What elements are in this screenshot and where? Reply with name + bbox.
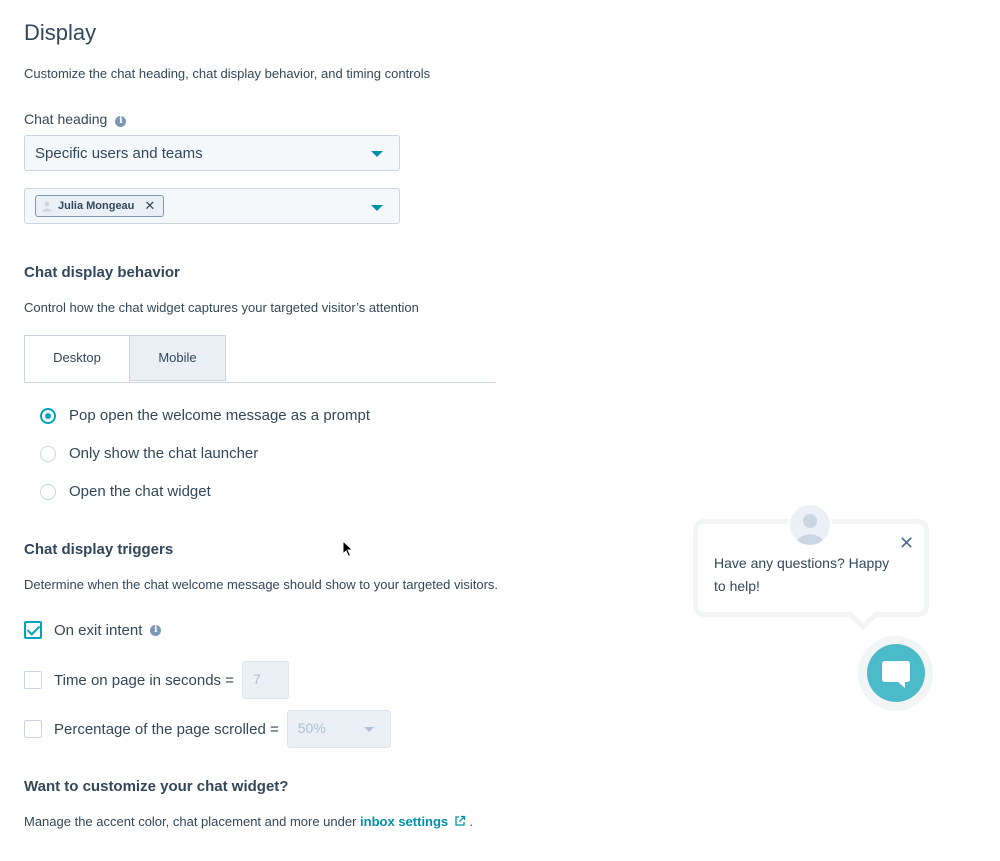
- page-description: Customize the chat heading, chat display behavior, and timing controls: [24, 66, 431, 81]
- radio-button[interactable]: [40, 446, 56, 462]
- customize-title: Want to customize your chat widget?: [24, 778, 289, 795]
- radio-option-open-widget[interactable]: [40, 483, 211, 500]
- remove-tag-icon[interactable]: ✕: [144, 198, 156, 213]
- chevron-down-icon: [371, 205, 383, 211]
- user-icon: [42, 201, 52, 212]
- time-on-page-checkbox[interactable]: [24, 671, 42, 689]
- behavior-description: Control how the chat widget captures your targeted visitor’s attention: [24, 300, 419, 315]
- scrolled-select[interactable]: [287, 710, 391, 748]
- radio-button[interactable]: [40, 484, 56, 500]
- info-icon[interactable]: i: [115, 116, 126, 127]
- chat-heading-select[interactable]: [24, 135, 400, 171]
- scrolled-checkbox[interactable]: [24, 720, 42, 738]
- agent-avatar: [788, 503, 832, 547]
- mouse-cursor-icon: [342, 540, 354, 558]
- chevron-down-icon: [371, 151, 383, 157]
- exit-intent-label: On exit intent: [54, 621, 143, 639]
- user-team-select[interactable]: [24, 188, 400, 224]
- user-avatar-icon: [790, 505, 830, 545]
- user-tag: [35, 195, 164, 217]
- tab-desktop[interactable]: Desktop: [24, 335, 130, 382]
- tab-mobile[interactable]: Mobile: [129, 335, 226, 381]
- scrolled-label: Percentage of the page scrolled =: [54, 720, 279, 738]
- time-on-page-label: Time on page in seconds =: [54, 671, 234, 689]
- close-icon[interactable]: ✕: [899, 533, 915, 553]
- radio-label: Only show the chat launcher: [69, 445, 259, 462]
- exit-intent-row[interactable]: [24, 621, 161, 639]
- radio-label: Pop open the welcome message as a prompt: [69, 407, 371, 424]
- exit-intent-checkbox[interactable]: [24, 621, 42, 639]
- scrolled-select-value: 50%: [297, 720, 326, 736]
- chevron-down-icon: [364, 727, 374, 732]
- chat-launcher-button[interactable]: [867, 644, 925, 702]
- radio-option-launcher[interactable]: [40, 445, 258, 462]
- radio-label: Open the chat widget: [69, 483, 211, 500]
- time-on-page-row[interactable]: [24, 661, 289, 699]
- device-tabs: [24, 335, 496, 383]
- customize-text-before: Manage the accent color, chat placement and more under: [24, 814, 361, 829]
- chat-bubble-icon: [867, 644, 925, 702]
- radio-button[interactable]: [40, 408, 56, 424]
- welcome-message-text: Have any questions? Happy to help!: [714, 555, 890, 594]
- triggers-title: Chat display triggers: [24, 541, 174, 558]
- chat-heading-select-value: Specific users and teams: [35, 145, 203, 162]
- chat-heading-label-row: [24, 111, 126, 127]
- triggers-description: Determine when the chat welcome message should show to your targeted visitors.: [24, 577, 499, 592]
- customize-text: [24, 814, 473, 829]
- behavior-title: Chat display behavior: [24, 264, 180, 281]
- chat-heading-label: Chat heading: [24, 111, 108, 127]
- info-icon[interactable]: i: [150, 625, 161, 636]
- time-on-page-input[interactable]: 7: [242, 661, 289, 699]
- inbox-settings-link[interactable]: inbox settings: [360, 814, 449, 829]
- scrolled-row[interactable]: [24, 710, 391, 748]
- customize-text-after: .: [465, 814, 474, 829]
- user-tag-label: Julia Mongeau: [58, 200, 135, 212]
- external-link-icon[interactable]: [454, 815, 466, 827]
- page-title: Display: [24, 20, 97, 45]
- radio-option-pop-open[interactable]: [40, 407, 370, 424]
